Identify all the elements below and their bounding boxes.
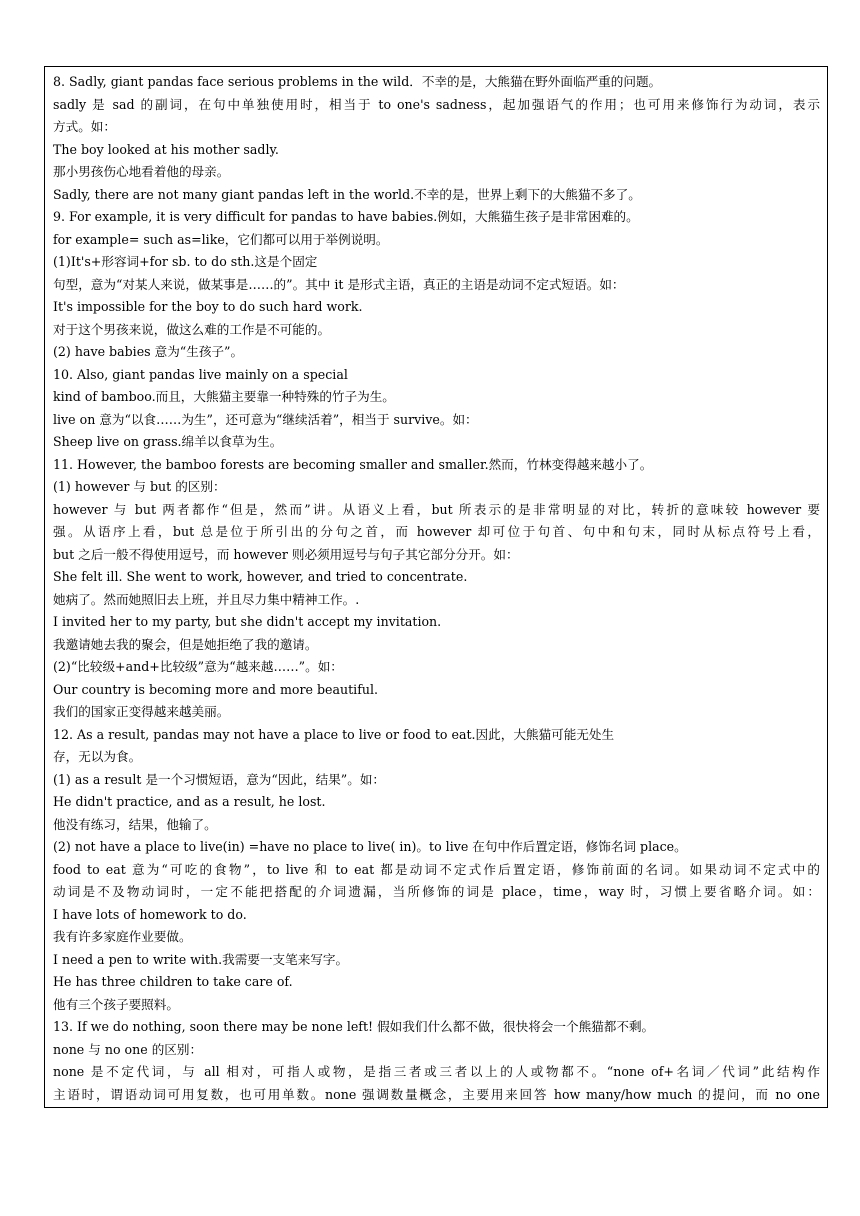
text-line: He has three children to take care of. [53, 974, 293, 989]
text-line: sadly 是 sad 的副词，在句中单独使用时，相当于 to one's sadness，起加强语气的作用；也可用来修饰行为动词，表示 [53, 96, 820, 112]
text-line: (2)“比较级+and+比较级”意为“越来越……”。如： [53, 659, 343, 674]
text-line: 我有许多家庭作业要做。 [53, 929, 192, 944]
text-line: Sheep live on grass.绵羊以食草为生。 [53, 434, 283, 449]
text-line: I have lots of homework to do. [53, 906, 247, 922]
text-line: 强。从语序上看，but 总是位于所引出的分句之首，而 however 却可位于句首、句中和句末，同时从标点符号上看， [53, 524, 820, 539]
text-line: 那小男孩伤心地看着他的母亲。 [53, 164, 230, 179]
text-line: The boy looked at his mother sadly. [53, 141, 279, 157]
text-line: 9. For example, it is very difficult for pandas to have babies.例如，大熊猫生孩子是非常困难的。 [53, 209, 639, 224]
text-line: 句型，意为“对某人来说，做某事是……的”。其中 it 是形式主语，真正的主语是动词不定式短语。如： [53, 276, 625, 292]
text-line: 8. Sadly, giant pandas face serious problems in the wild．不幸的是，大熊猫在野外面临严重的问题。 [53, 74, 662, 89]
text-line: food to eat 意为“可吃的食物”，to live 和 to eat 都是动词不定式作后置定语，修饰前面的名词。如果动词不定式中的 [53, 861, 820, 877]
text-line: 11. However, the bamboo forests are becoming smaller and smaller.然而，竹林变得越来越小了。 [53, 456, 653, 472]
text-line: (2) have babies 意为“生孩子”。 [53, 344, 244, 359]
text-line: 我们的国家正变得越来越美丽。 [53, 704, 230, 719]
text-line: kind of bamboo.而且，大熊猫主要靠一种特殊的竹子为生。 [53, 389, 395, 404]
text-line: 主语时，谓语动词可用复数，也可用单数。none 强调数量概念，主要用来回答 how many/how much 的提问，而 no one [53, 1086, 820, 1102]
text-line: He didn't practice, and as a result, he lost. [53, 794, 326, 809]
text-line: 对于这个男孩来说，做这么难的工作是不可能的。 [53, 321, 331, 337]
text-line: 12. As a result, pandas may not have a place to live or food to eat.因此，大熊猫可能无处生 [53, 726, 615, 742]
text-line: 我邀请她去我的聚会，但是她拒绝了我的邀请。 [53, 636, 318, 652]
text-line: but 之后一般不得使用逗号，而 however 则必须用逗号与句子其它部分分开。如： [53, 546, 519, 562]
text-line: It's impossible for the boy to do such hard work. [53, 299, 363, 314]
text-line: Our country is becoming more and more beautiful. [53, 681, 379, 697]
notes-box [44, 66, 828, 1108]
text-line: 方式。如： [53, 119, 116, 134]
text-line: I invited her to my party, but she didn't accept my invitation. [53, 614, 442, 629]
text-line: (1)It's+形容词+for sb. to do sth.这是个固定 [53, 254, 318, 269]
text-line: (1) however 与 but 的区别： [53, 479, 226, 494]
text-line: for example= such as=like，它们都可以用于举例说明。 [53, 231, 389, 247]
text-line: none 是不定代词，与 all 相对，可指人或物，是指三者或三者以上的人或物都不。“none of+名词／代词”此结构作 [53, 1064, 820, 1079]
text-line: (1) as a result 是一个习惯短语，意为“因此，结果”。如： [53, 771, 386, 787]
text-line: She felt ill. She went to work, however, and tried to concentrate. [53, 569, 468, 584]
text-line: (2) not have a place to live(in) =have no place to live( in)。to live 在句中作后置定语，修饰名词 place。 [53, 839, 687, 854]
text-line: none 与 no one 的区别： [53, 1041, 203, 1057]
text-line: Sadly, there are not many giant pandas left in the world.不幸的是，世界上剩下的大熊猫不多了。 [53, 186, 641, 202]
text-line: 她病了。然而她照旧去上班，并且尽力集中精神工作。. [53, 591, 360, 607]
text-line: however 与 but 两者都作“但是，然而”讲。从语义上看，but 所表示的是非常明显的对比，转折的意味较 however 要 [53, 501, 820, 517]
text-line: 13. If we do nothing, soon there may be none left! 假如我们什么都不做，很快将会一个熊猫都不剩。 [53, 1019, 655, 1034]
text-line: 他有三个孩子要照料。 [53, 996, 179, 1012]
text-line: I need a pen to write with.我需要一支笔来写字。 [53, 951, 349, 967]
text-line: 动词是不及物动词时，一定不能把搭配的介词遗漏，当所修饰的词是 place，time，way 时，习惯上要省略介词。如： [53, 884, 820, 899]
text-line: 他没有练习，结果，他输了。 [53, 816, 217, 832]
text-line: 存，无以为食。 [53, 749, 142, 764]
text-line: 10. Also, giant pandas live mainly on a special [53, 366, 348, 382]
text-line: live on 意为“以食……为生”，还可意为“继续活着”，相当于 survive。如： [53, 411, 478, 427]
